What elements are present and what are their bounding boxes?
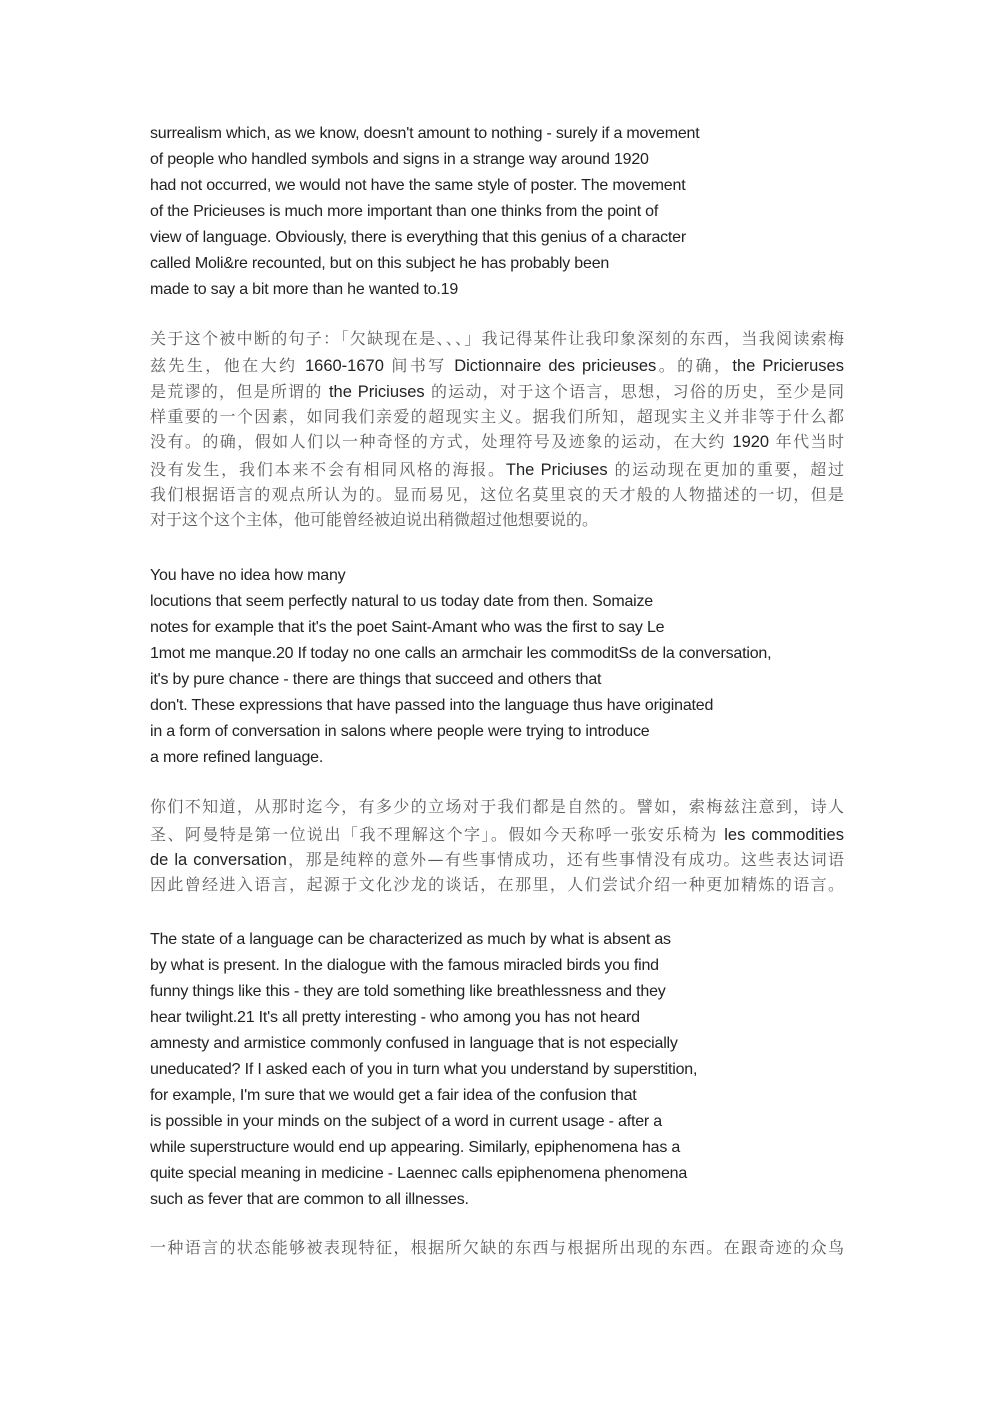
text-run: 没有。的确，假如人们以一种奇怪的方式，处理符号及迹象的运动，在大约 <box>150 432 733 451</box>
text-run: 是荒谬的，但是所谓的 <box>150 382 329 401</box>
text-line: hear twilight.21 It's all pretty interesting - who among you has not heard <box>150 1009 640 1026</box>
text-line: don't. These expressions that have passed into the language thus have originated <box>150 697 714 714</box>
text-line <box>150 849 844 871</box>
text-run: 间书写 <box>383 356 455 375</box>
text-line: notes for example that it's the poet Saint-Amant who was the first to say Le <box>150 619 665 636</box>
text-run: 兹先生，他在大约 <box>150 356 305 375</box>
text-line: 样重要的一个因素，如同我们亲爱的超现实主义。据我们所知，超现实主义并非等于什么都 <box>150 407 844 426</box>
text-run: ，那是纯粹的意外—有些事情成功，还有些事情没有成功。这些表达词语 <box>286 850 844 869</box>
text-line: 一种语言的状态能够被表现特征，根据所欠缺的东西与根据所出现的东西。在跟奇迹的众鸟 <box>150 1238 844 1257</box>
text-run: 没有发生，我们本来不会有相同风格的海报。 <box>150 460 506 479</box>
text-run: 圣、阿曼特是第一位说出「我不理解这个字」。假如今天称呼一张安乐椅为 <box>150 825 725 844</box>
text-line <box>150 381 844 403</box>
text-run: Dictionnaire des pricieuses <box>454 357 657 375</box>
text-line: it's by pure chance - there are things that succeed and others that <box>150 671 602 688</box>
text-run: the Priciuses <box>328 383 425 401</box>
text-line: quite special meaning in medicine - Laennec calls epiphenomena phenomena <box>150 1165 688 1182</box>
text-line: a more refined language. <box>150 749 324 766</box>
text-line: 因此曾经进入语言，起源于文化沙龙的谈话，在那里，人们尝试介绍一种更加精炼的语言。 <box>150 875 844 894</box>
text-run: the Pricieruses <box>732 357 844 375</box>
text-line <box>150 355 844 377</box>
text-line: such as fever that are common to all illnesses. <box>150 1191 469 1208</box>
text-line: by what is present. In the dialogue with the famous miracled birds you find <box>150 957 659 974</box>
text-line <box>150 459 844 481</box>
text-line: uneducated? If I asked each of you in turn what you understand by superstition, <box>150 1061 698 1078</box>
text-line: called Moli&re recounted, but on this subject he has probably been <box>150 255 610 272</box>
text-run: les commodities <box>724 826 844 844</box>
text-line: is possible in your minds on the subject of a word in current usage - after a <box>150 1113 662 1130</box>
text-line <box>150 431 844 453</box>
text-run: de la conversation <box>150 851 287 869</box>
text-line: of the Pricieuses is much more important than one thinks from the point of <box>150 203 659 220</box>
text-line: 我们根据语言的观点所认为的。显而易见，这位名莫里哀的天才般的人物描述的一切，但是 <box>150 485 844 504</box>
text-run: 1660-1670 <box>304 357 384 375</box>
text-line: You have no idea how many <box>150 567 346 584</box>
text-run: 年代当时 <box>769 432 844 451</box>
text-line: in a form of conversation in salons where people were trying to introduce <box>150 723 650 740</box>
text-run: The Priciuses <box>505 461 608 479</box>
text-run: 的运动，对于这个语言，思想，习俗的历史，至少是同 <box>424 382 844 401</box>
text-line: locutions that seem perfectly natural to us today date from then. Somaize <box>150 593 654 610</box>
text-line: while superstructure would end up appearing. Similarly, epiphenomena has a <box>150 1139 681 1156</box>
text-line: surrealism which, as we know, doesn't amount to nothing - surely if a movement <box>150 125 700 142</box>
text-line: of people who handled symbols and signs in a strange way around 1920 <box>150 151 649 168</box>
text-line: 1mot me manque.20 If today no one calls an armchair les commoditSs de la conversation, <box>150 645 772 662</box>
text-line: for example, I'm sure that we would get a fair idea of the confusion that <box>150 1087 637 1104</box>
text-line: view of language. Obviously, there is everything that this genius of a character <box>150 229 687 246</box>
text-line: 你们不知道，从那时迄今，有多少的立场对于我们都是自然的。譬如，索梅兹注意到，诗人 <box>150 797 844 816</box>
text-line: 关于这个被中断的句子：「欠缺现在是、、、」我记得某件让我印象深刻的东西，当我阅读索梅 <box>150 329 844 348</box>
text-line: funny things like this - they are told something like breathlessness and they <box>150 983 666 1000</box>
text-line: amnesty and armistice commonly confused in language that is not especially <box>150 1035 678 1052</box>
text-line: made to say a bit more than he wanted to.19 <box>150 281 459 298</box>
text-run: 1920 <box>732 433 770 451</box>
text-line <box>150 824 844 846</box>
text-line: 对于这个这个主体，他可能曾经被迫说出稍微超过他想要说的。 <box>150 510 599 529</box>
text-line: The state of a language can be characterized as much by what is absent as <box>150 931 671 948</box>
text-run: 的运动现在更加的重要，超过 <box>607 460 844 479</box>
text-run: 。的确， <box>656 356 733 375</box>
text-line: had not occurred, we would not have the same style of poster. The movement <box>150 177 686 194</box>
